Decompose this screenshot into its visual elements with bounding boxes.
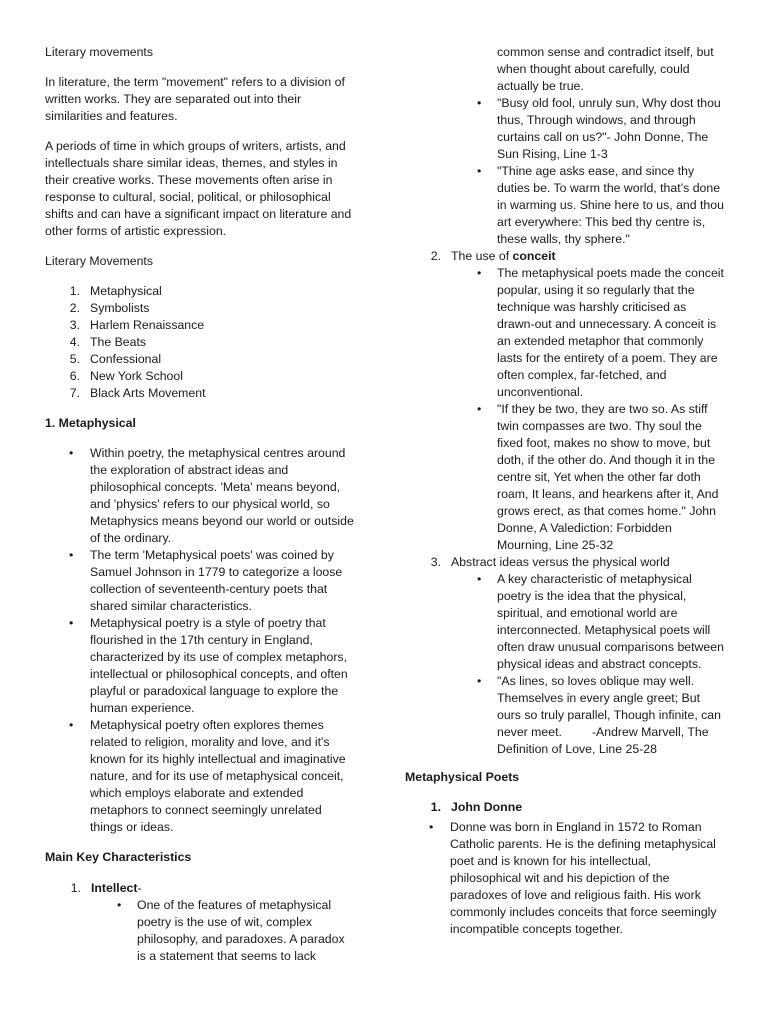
list-item: • Metaphysical poetry often explores themes related to religion, morality and love, and it's known for its highly intellectual and imaginative nature, and for its use of metaphysical conceit, which employs elaborate and extended metaphors to connect seemingly unrelated things or ideas. xyxy=(45,717,355,836)
document-title: Literary movements xyxy=(45,45,153,59)
list-item: • Within poetry, the metaphysical centres around the exploration of abstract ideas and philosophical concepts. 'Meta' means beyond, and 'physics' refers to our physical world, so Metaphysics means beyond our world or outside of the ordinary. xyxy=(45,445,355,547)
list-label: Metaphysical xyxy=(90,284,162,298)
list-label: Harlem Renaissance xyxy=(90,318,205,332)
intellect-title: Intellect xyxy=(91,881,138,895)
list-item xyxy=(45,385,355,402)
list-item: • "Busy old fool, unruly sun, Why dost thou thus, Through windows, and through curtains call on us?"- John Donne, The Sun Rising, Line 1-3 xyxy=(405,95,725,163)
poet-john-donne xyxy=(405,799,725,816)
list-item xyxy=(45,368,355,385)
list-item xyxy=(45,334,355,351)
list-item xyxy=(405,673,725,758)
list-number: 7. xyxy=(69,386,80,400)
definition-paragraph: A periods of time in which groups of writers, artists, and intellectuals share similar ideas, themes, and styles in their creative works. These movements often arise in response to cultural, social, political, or philosophical shifts and can have a significant impact on literature and other forms of artistic expression. xyxy=(45,139,352,238)
list-item: • Metaphysical poetry is a style of poetry that flourished in the 17th century in England, characterized by its use of complex metaphors, intellectual or philosophical concepts, and often playful or paradoxical language to explore the human experience. xyxy=(45,615,355,717)
list-item xyxy=(45,317,355,334)
list-item: • The metaphysical poets made the conceit popular, using it so regularly that the technique was harshly criticised as drawn-out and unnecessary. A conceit is an extended metaphor that commonly lasts for the entirety of a poem. They are often complex, far-fetched, and unconventional. xyxy=(405,265,725,401)
intro-paragraph: In literature, the term "movement" refers to a division of written works. They are separated out into their similarities and features. xyxy=(45,75,345,123)
movements-list xyxy=(45,283,355,402)
left-column xyxy=(45,44,355,965)
list-label: Black Arts Movement xyxy=(90,386,206,400)
characteristic-abstract xyxy=(405,554,725,571)
metaphysical-bullets xyxy=(45,445,355,836)
list-item: • "If they be two, they are two so. As stiff twin compasses are two. Thy soul the fixed foot, makes no show to move, but doth, if the other do. And though it in the centre sit, Yet when the other far doth roam, It leans, and hearkens after it, And grows erect, as that comes home." John Donne, A Valediction: Forbidden Mourning, Line 25-32 xyxy=(405,401,725,554)
list-number: 1. xyxy=(430,800,441,814)
list-item: • One of the features of metaphysical poetry is the use of wit, complex philosophy, and paradoxes. A paradox is a statement that seems to lack xyxy=(45,897,355,965)
list-item: • A key characteristic of metaphysical poetry is the idea that the physical, spiritual, and emotional world are interconnected. Metaphysical poets will often draw unusual comparisons between physical ideas and abstract concepts. xyxy=(405,571,725,673)
list-number: 2. xyxy=(430,249,441,263)
list-number: 2. xyxy=(69,301,80,315)
intellect-suffix: - xyxy=(137,881,142,895)
conceit-prefix: The use of xyxy=(451,249,513,263)
list-number: 5. xyxy=(69,352,80,366)
list-label: New York School xyxy=(90,369,183,383)
quote-text: "As lines, so loves oblique may well. Themselves in every angle greet; But ours so truly parallel, Though infinite, can never meet. xyxy=(497,674,721,739)
list-number: 4. xyxy=(69,335,80,349)
list-label: Symbolists xyxy=(90,301,150,315)
characteristic-title xyxy=(91,880,355,897)
right-column xyxy=(405,44,725,938)
list-label: Confessional xyxy=(90,352,162,366)
characteristic-conceit xyxy=(405,248,725,265)
poets-heading: Metaphysical Poets xyxy=(405,770,520,784)
list-item: • Donne was born in England in 1572 to Roman Catholic parents. He is the defining metaphysical poet and is known for his intellectual, philosophical wit and his depiction of the paradoxes of love and religious faith. His work commonly includes conceits that force seemingly incompatible concepts together. xyxy=(405,819,725,938)
list-number: 3. xyxy=(69,318,80,332)
movements-heading: Literary Movements xyxy=(45,254,153,268)
list-number: 6. xyxy=(69,369,80,383)
key-characteristics-heading: Main Key Characteristics xyxy=(45,850,192,864)
poet-name: John Donne xyxy=(451,800,523,814)
list-item xyxy=(45,283,355,300)
list-item xyxy=(45,351,355,368)
quote-attribution: -Andrew Marvell, The Definition of Love, Line 25-28 xyxy=(497,725,709,756)
list-item: • "Thine age asks ease, and since thy duties be. To warm the world, that’s done in warming us. Shine here to us, and thou art everywhere: This bed thy centre is, these walls, thy sphere." xyxy=(405,163,725,248)
continued-text: common sense and contradict itself, but when thought about carefully, could actually be true. xyxy=(497,45,714,93)
list-number: 1. xyxy=(69,284,80,298)
characteristic-title: Abstract ideas versus the physical world xyxy=(451,555,670,569)
list-label: The Beats xyxy=(90,335,147,349)
metaphysical-heading: 1. Metaphysical xyxy=(45,416,136,430)
list-number: 3. xyxy=(430,555,441,569)
conceit-title: conceit xyxy=(512,249,556,263)
list-item xyxy=(45,300,355,317)
list-item: • The term 'Metaphysical poets' was coined by Samuel Johnson in 1779 to categorize a loose collection of seventeenth-century poets that shared similar characteristics. xyxy=(45,547,355,615)
characteristic-title xyxy=(451,248,725,265)
characteristic-intellect xyxy=(45,880,355,897)
list-number: 1. xyxy=(70,881,81,895)
